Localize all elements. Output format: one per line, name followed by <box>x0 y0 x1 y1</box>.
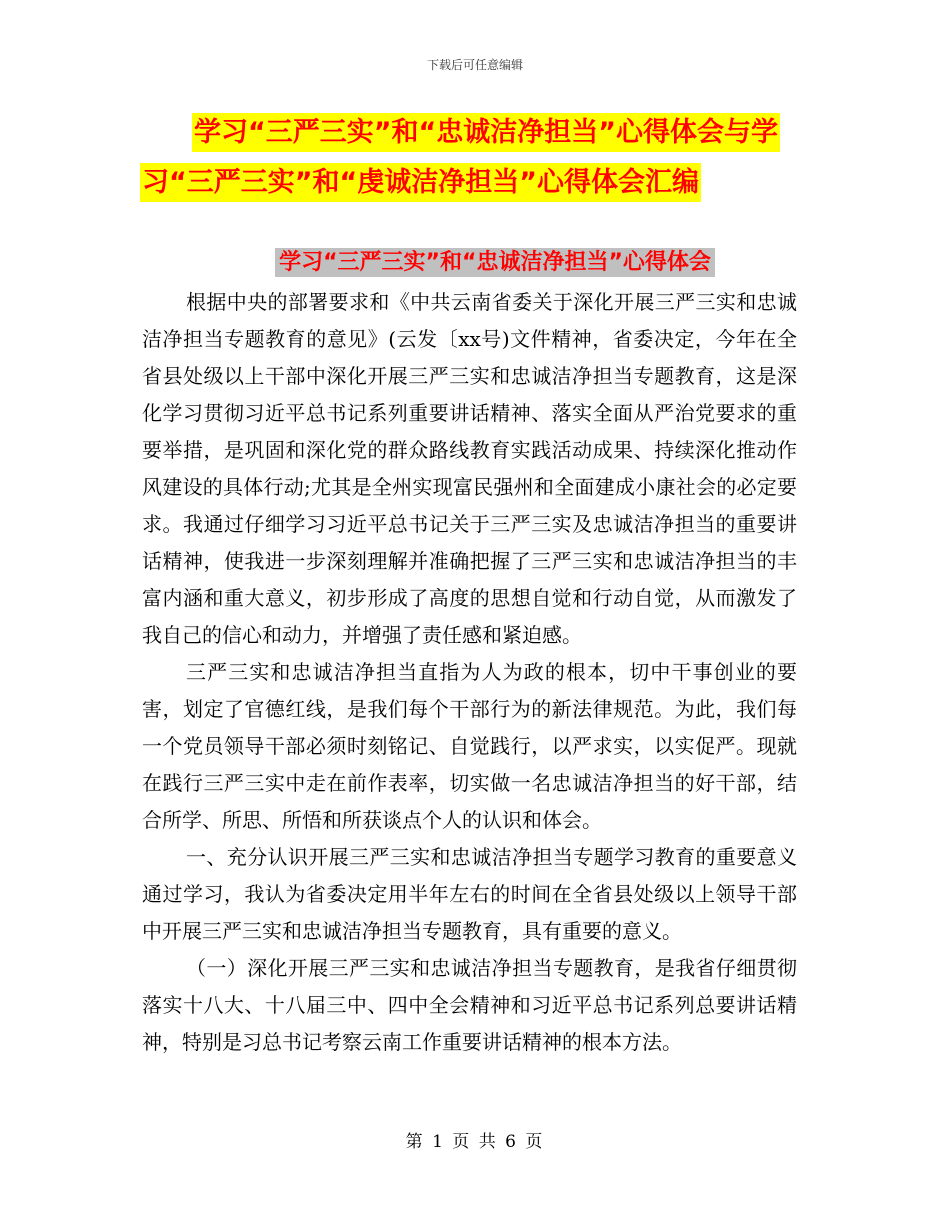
paragraph-3: 一、充分认识开展三严三实和忠诚洁净担当专题学习教育的重要意义通过学习，我认为省委决定用半年左右的时间在全省县处级以上领导干部中开展三严三实和忠诚洁净担当专题教育，具有重要的意义。 <box>142 845 797 943</box>
title-line-2-text: 习“三严三实”和“虔诚洁净担当”心得体会汇编 <box>140 163 701 202</box>
header-note: 下载后可任意编辑 <box>426 58 523 72</box>
paragraph-4: （一）深化开展三严三实和忠诚洁净担当专题教育，是我省仔细贯彻落实十八大、十八届三中、四中全会精神和习近平总书记系列总要讲话精神，特别是习总书记考察云南工作重要讲话精神的根本方法。 <box>142 956 797 1054</box>
page-number: 第 1 页 共 6 页 <box>405 1132 545 1152</box>
paragraph-2: 三严三实和忠诚洁净担当直指为人为政的根本，切中干事创业的要害，划定了官德红线，是我们每个干部行为的新法律规范。为此，我们每一个党员领导干部必须时刻铭记、自觉践行，以严求实，以实促严。现就在践行三严三实中走在前作表率，切实做一名忠诚洁净担当的好干部，结合所学、所思、所悟和所获谈点个人的认识和体会。 <box>142 660 797 832</box>
title-line-1 <box>140 108 820 158</box>
section-title <box>0 245 950 281</box>
paragraph-1: 根据中央的部署要求和《中共云南省委关于深化开展三严三实和忠诚洁净担当专题教育的意见》(云发〔xx号)文件精神，省委决定，今年在全省县处级以上干部中深化开展三严三实和忠诚洁净担当专题教育，这是深化学习贯彻习近平总书记系列重要讲话精神、落实全面从严治党要求的重要举措，是巩固和深化党的群众路线教育实践活动成果、持续深化推动作风建设的具体行动;尤其是全州实现富民强州和全面建成小康社会的必定要求。我通过仔细学习习近平总书记关于三严三实及忠诚洁净担当的重要讲话精神，使我进一步深刻理解并准确把握了三严三实和忠诚洁净担当的丰富内涵和重大意义，初步形成了高度的思想自觉和行动自觉，从而激发了我自己的信心和动力，并增强了责任感和紧迫感。 <box>142 290 797 647</box>
document-title <box>140 108 820 208</box>
document-body <box>142 284 797 1061</box>
title-line-1-text: 学习“三严三实”和“忠诚洁净担当”心得体会与学 <box>192 113 780 152</box>
title-line-2 <box>140 158 820 208</box>
section-title-text: 学习“三严三实”和“忠诚洁净担当”心得体会 <box>275 248 715 277</box>
